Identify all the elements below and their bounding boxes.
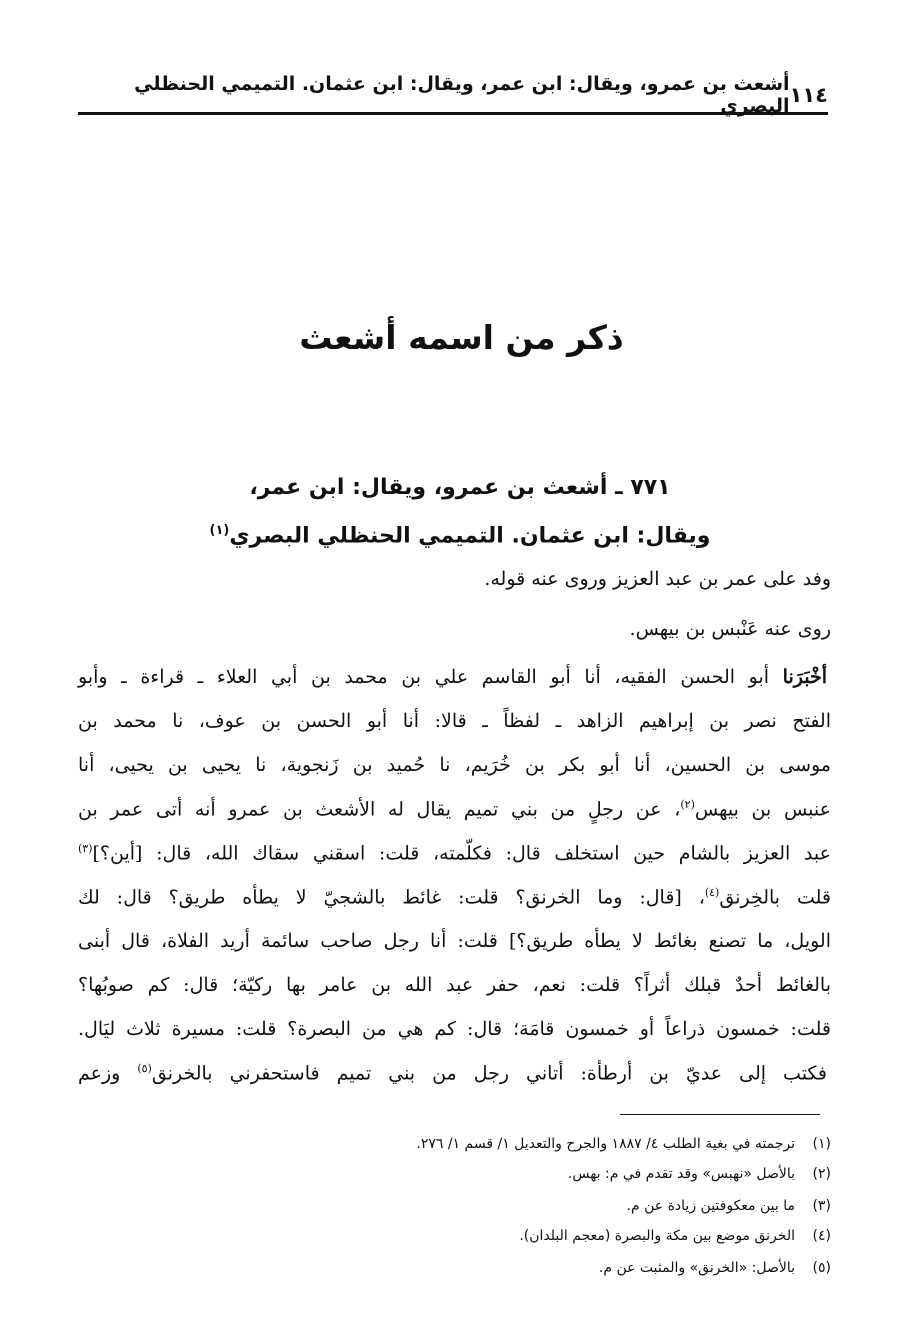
body-line-6 — [78, 886, 831, 908]
footnote-ref-4: (٤) — [704, 886, 720, 899]
section-title: ذكر من اسمه أشعث — [299, 318, 624, 357]
footnote-1-text: ترجمته في بغية الطلب ٤/ ١٨٨٧ والجرح والتعديل ١/ قسم ١/ ٢٧٦. — [416, 1136, 795, 1152]
intro-line-2: روى عنه عَنْبس بن بيهس. — [629, 618, 831, 640]
footnote-ref-5: (٥) — [137, 1062, 152, 1075]
footnote-2-text: بالأصل «نهبس» وقد تقدم في م: بهس. — [567, 1166, 795, 1182]
footnote-3-number: (٣) — [812, 1198, 831, 1214]
footnote-1-number: (١) — [812, 1136, 831, 1152]
body-line-4 — [78, 798, 831, 820]
running-title: أشعث بن عمرو، ويقال: ابن عمر، ويقال: ابن عثمان. التميمي الحنظلي البصري — [134, 73, 790, 117]
entry-heading-line-2-text: ويقال: ابن عثمان. التميمي الحنظلي البصري — [229, 523, 711, 549]
footnote-ref-3: (٣) — [78, 842, 93, 855]
footnote-5-text: بالأصل: «الخرنق» والمثبت عن م. — [598, 1260, 795, 1276]
footnote-3 — [111, 1198, 831, 1214]
page-number: ١١٤ — [789, 83, 828, 107]
footnote-5 — [111, 1260, 831, 1276]
footnote-3-text: ما بين معكوفتين زيادة عن م. — [626, 1198, 795, 1214]
body-line-4-text-b: ، عن رجلٍ من بني تميم يقال له الأشعث بن عمرو أنه أتى عمر بن — [78, 798, 681, 821]
body-line-8: بالغائط أحدٌ قبلك أثراً؟ قلت: نعم، حفر عبد الله بن عامر بها ركيّة؛ قال: كم صوبُها؟ — [78, 974, 831, 996]
footnote-4-text: الخرنق موضع بين مكة والبصرة (معجم البلدان). — [519, 1228, 795, 1244]
body-line-1 — [78, 666, 827, 688]
footnote-4 — [111, 1228, 831, 1244]
footnote-ref-1: (١) — [209, 523, 230, 538]
body-line-9: قلت: خمسون ذراعاً أو خمسون قامَة؛ قال: كم هي من البصرة؟ قلت: مسيرة ثلاث ليَال. — [78, 1018, 831, 1040]
footnote-separator — [620, 1114, 820, 1115]
body-line-5-text: عبد العزيز بالشام حين استخلف قال: فكلّمته، قلت: اسقني سقاك الله، قال: [أين؟] — [92, 842, 831, 865]
body-line-7: الويل، ما تصنع بغائط لا يطأه طريق؟] قلت: أنا رجل صاحب سائمة أريد الفلاة، قال أبنى — [78, 930, 831, 952]
footnote-1 — [111, 1136, 831, 1152]
entry-heading — [140, 466, 780, 557]
body-line-2: الفتح نصر بن إبراهيم الزاهد ـ لفظاً ـ قالا: أنا أبو الحسن بن عوف، نا محمد بن — [78, 710, 831, 732]
body-line-6-text-b: ، [قال: وما الخرنق؟ قلت: غائط بالشجيّ لا يطأه طريق؟ قال: لك — [78, 886, 705, 909]
footnote-4-number: (٤) — [812, 1228, 831, 1244]
body-line-10-text-b: وزعم — [78, 1062, 138, 1085]
body-line-6-text-a: قلت بالخِرنق — [719, 886, 831, 909]
body-line-3: موسى بن الحسين، أنا أبو بكر بن خُرَيم، نا حُميد بن زَنجوية، نا يحيى بن يحيى، أنا — [78, 754, 831, 776]
body-line-4-text-a: عنبس بن بيهس — [694, 798, 831, 821]
footnote-5-number: (٥) — [812, 1260, 831, 1276]
body-line-1-text: أبو الحسن الفقيه، أنا أبو القاسم علي بن محمد بن أبي العلاء ـ قراءة ـ وأبو — [78, 666, 783, 688]
footnote-ref-2: (٢) — [680, 798, 695, 811]
body-line-5 — [78, 842, 831, 864]
body-line-10-text-a: فكتب إلى عديّ بن أرطأة: أتاني رجل من بني تميم فاستحفرني بالخرنق — [151, 1062, 827, 1085]
footnote-2-number: (٢) — [812, 1166, 831, 1182]
entry-heading-line-1: ٧٧١ ـ أشعث بن عمرو، ويقال: ابن عمر، — [249, 475, 671, 500]
footnote-2 — [111, 1166, 831, 1182]
running-header — [78, 73, 828, 117]
entry-heading-line-2 — [140, 509, 780, 557]
body-line-10 — [78, 1062, 827, 1084]
intro-line-1: وفد على عمر بن عبد العزيز وروى عنه قوله. — [484, 568, 831, 590]
akhbarana-word: أخْبَرَنا — [782, 666, 827, 688]
